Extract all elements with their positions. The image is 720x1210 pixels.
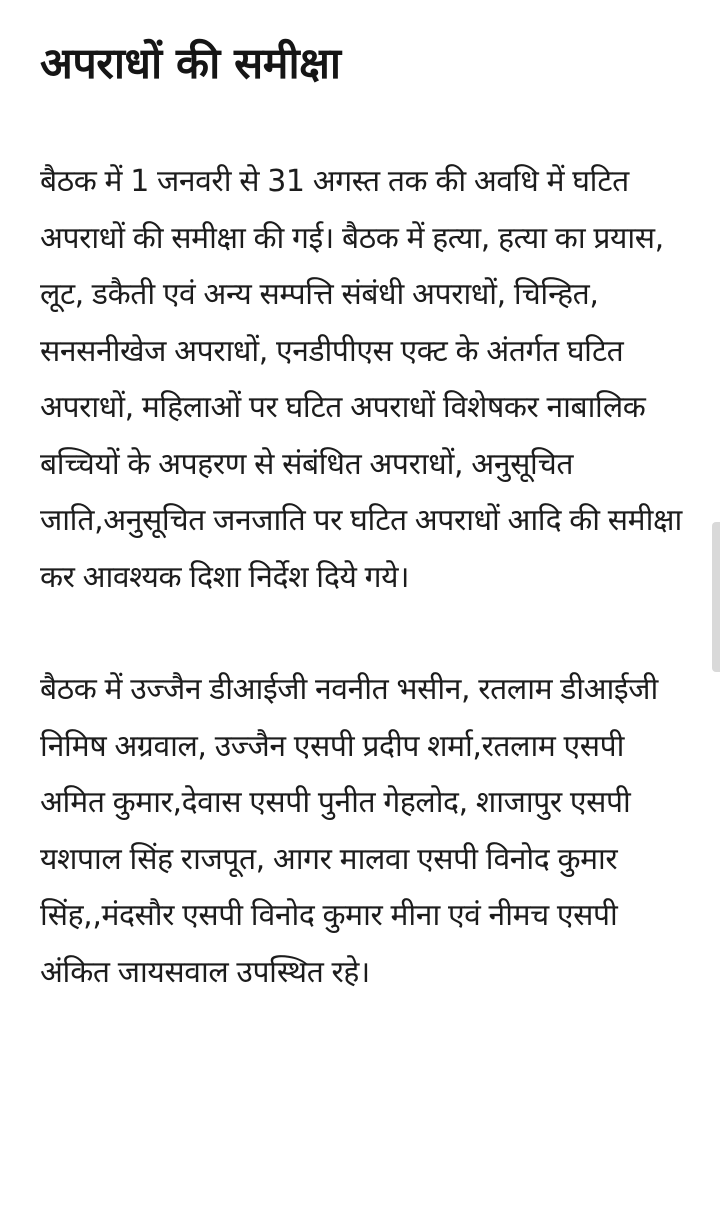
article [40,22,690,1001]
article-paragraph: बैठक में उज्जैन डीआईजी नवनीत भसीन, रतलाम डीआईजी निमिष अग्रवाल, उज्जैन एसपी प्रदीप शर्मा,रतलाम एसपी अमित कुमार,देवास एसपी पुनीत गेहलोद, शाजापुर एसपी यशपाल सिंह राजपूत, आगर मालवा एसपी विनोद कुमार सिंह,,मंदसौर एसपी विनोद कुमार मीना एवं नीमच एसपी अंकित जायसवाल उपस्थित रहे। [40,672,658,990]
article-paragraph: बैठक में 1 जनवरी से 31 अगस्त तक की अवधि में घटित अपराधों की समीक्षा की गई। बैठक में हत्या, हत्या का प्रयास, लूट, डकैती एवं अन्य सम्पत्ति संबंधी अपराधों, चिन्हित, सनसनीखेज अपराधों, एनडीपीएस एक्ट के अंतर्गत घटित अपराधों, महिलाओं पर घटित अपराधों विशेषकर नाबालिक बच्चियों के अपहरण से संबंधित अपराधों, अनुसूचित जाति,अनुसूचित जनजाति पर घटित अपराधों आदि की समीक्षा कर आवश्यक दिशा निर्देश दिये गये। [40,164,682,595]
scrollbar-thumb[interactable] [712,522,720,672]
article-heading: अपराधों की समीक्षा [40,39,341,89]
